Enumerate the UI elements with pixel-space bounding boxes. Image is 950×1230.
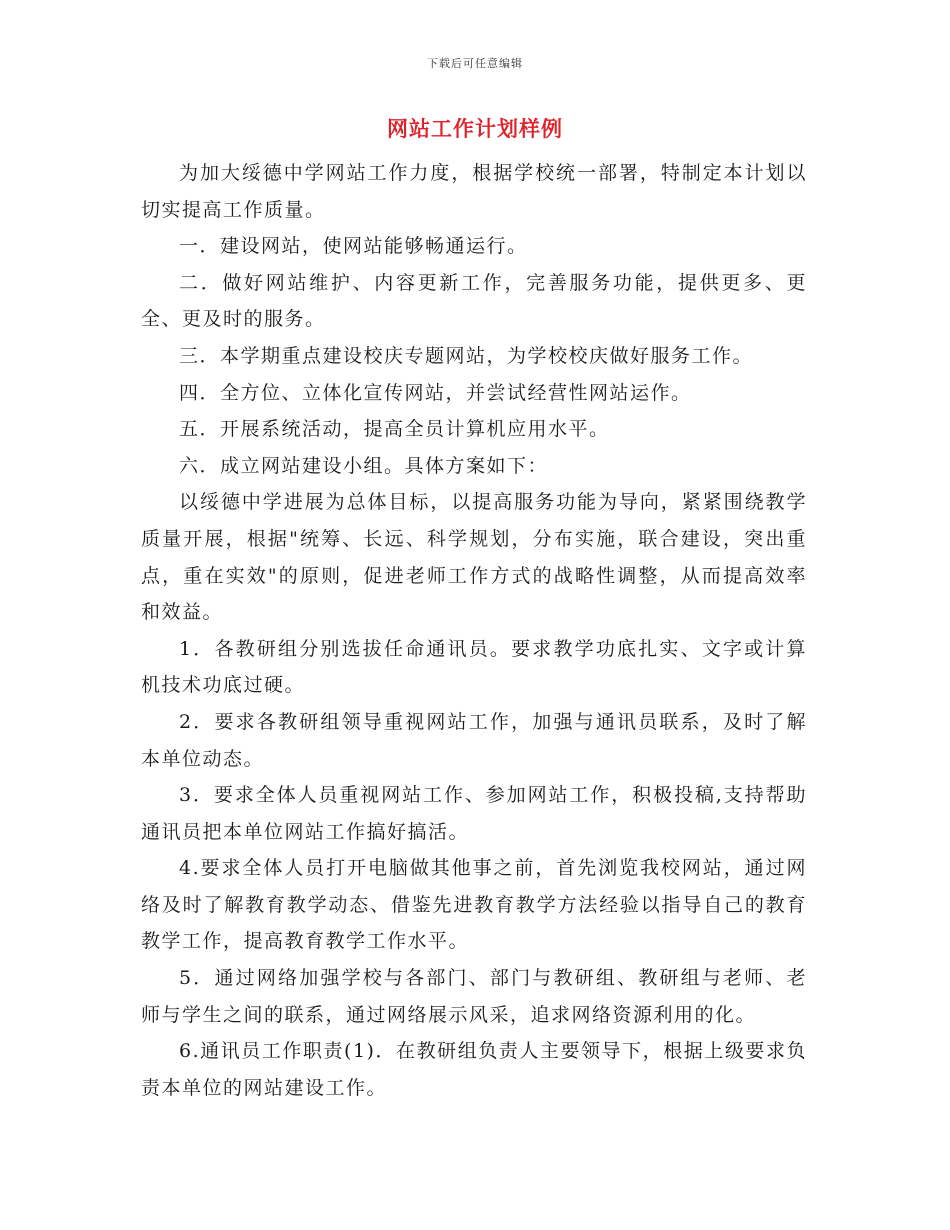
paragraph-plan-1: 1．各教研组分别选拔任命通讯员。要求教学功底扎实、文字或计算机技术功底过硬。 [141, 637, 807, 697]
paragraph-plan-3: 3．要求全体人员重视网站工作、参加网站工作，积极投稿,支持帮助通讯员把本单位网站工作搞好搞活。 [141, 784, 807, 843]
document-body [141, 155, 807, 1106]
paragraph-item-4: 四．全方位、立体化宣传网站，并尝试经营性网站运作。 [179, 381, 692, 404]
paragraph-plan-6: 6.通讯员工作职责(1)．在教研组负责人主要领导下，根据上级要求负责本单位的网站建设工作。 [141, 1040, 807, 1099]
paragraph-plan-goal: 以绥德中学进展为总体目标，以提高服务功能为导向，紧紧围绕教学质量开展，根据"统筹、长远、科学规划，分布实施，联合建设，突出重点，重在实效"的原则，促进老师工作方式的战略性调整，从而提高效率和效益。 [141, 491, 807, 624]
paragraph-intro: 为加大绥德中学网站工作力度，根据学校统一部署，特制定本计划以切实提高工作质量。 [141, 162, 807, 221]
paragraph-item-1: 一．建设网站，使网站能够畅通运行。 [179, 235, 528, 258]
paragraph-item-6: 六．成立网站建设小组。具体方案如下： [179, 454, 549, 477]
paragraph-plan-5: 5．通过网络加强学校与各部门、部门与教研组、教研组与老师、老师与学生之间的联系，通过网络展示风采，追求网络资源利用的化。 [141, 967, 807, 1026]
header-note: 下载后可任意编辑 [427, 57, 523, 70]
paragraph-plan-4: 4.要求全体人员打开电脑做其他事之前，首先浏览我校网站，通过网络及时了解教育教学动态、借鉴先进教育教学方法经验以指导自己的教育教学工作，提高教育教学工作水平。 [141, 857, 807, 953]
paragraph-item-3: 三．本学期重点建设校庆专题网站，为学校校庆做好服务工作。 [179, 344, 754, 367]
paragraph-plan-2: 2．要求各教研组领导重视网站工作，加强与通讯员联系，及时了解本单位动态。 [141, 710, 807, 770]
paragraph-item-5: 五．开展系统活动，提高全员计算机应用水平。 [179, 418, 610, 441]
paragraph-item-2: 二．做好网站维护、内容更新工作，完善服务功能，提供更多、更全、更及时的服务。 [141, 271, 807, 331]
document-title: 网站工作计划样例 [387, 116, 563, 141]
